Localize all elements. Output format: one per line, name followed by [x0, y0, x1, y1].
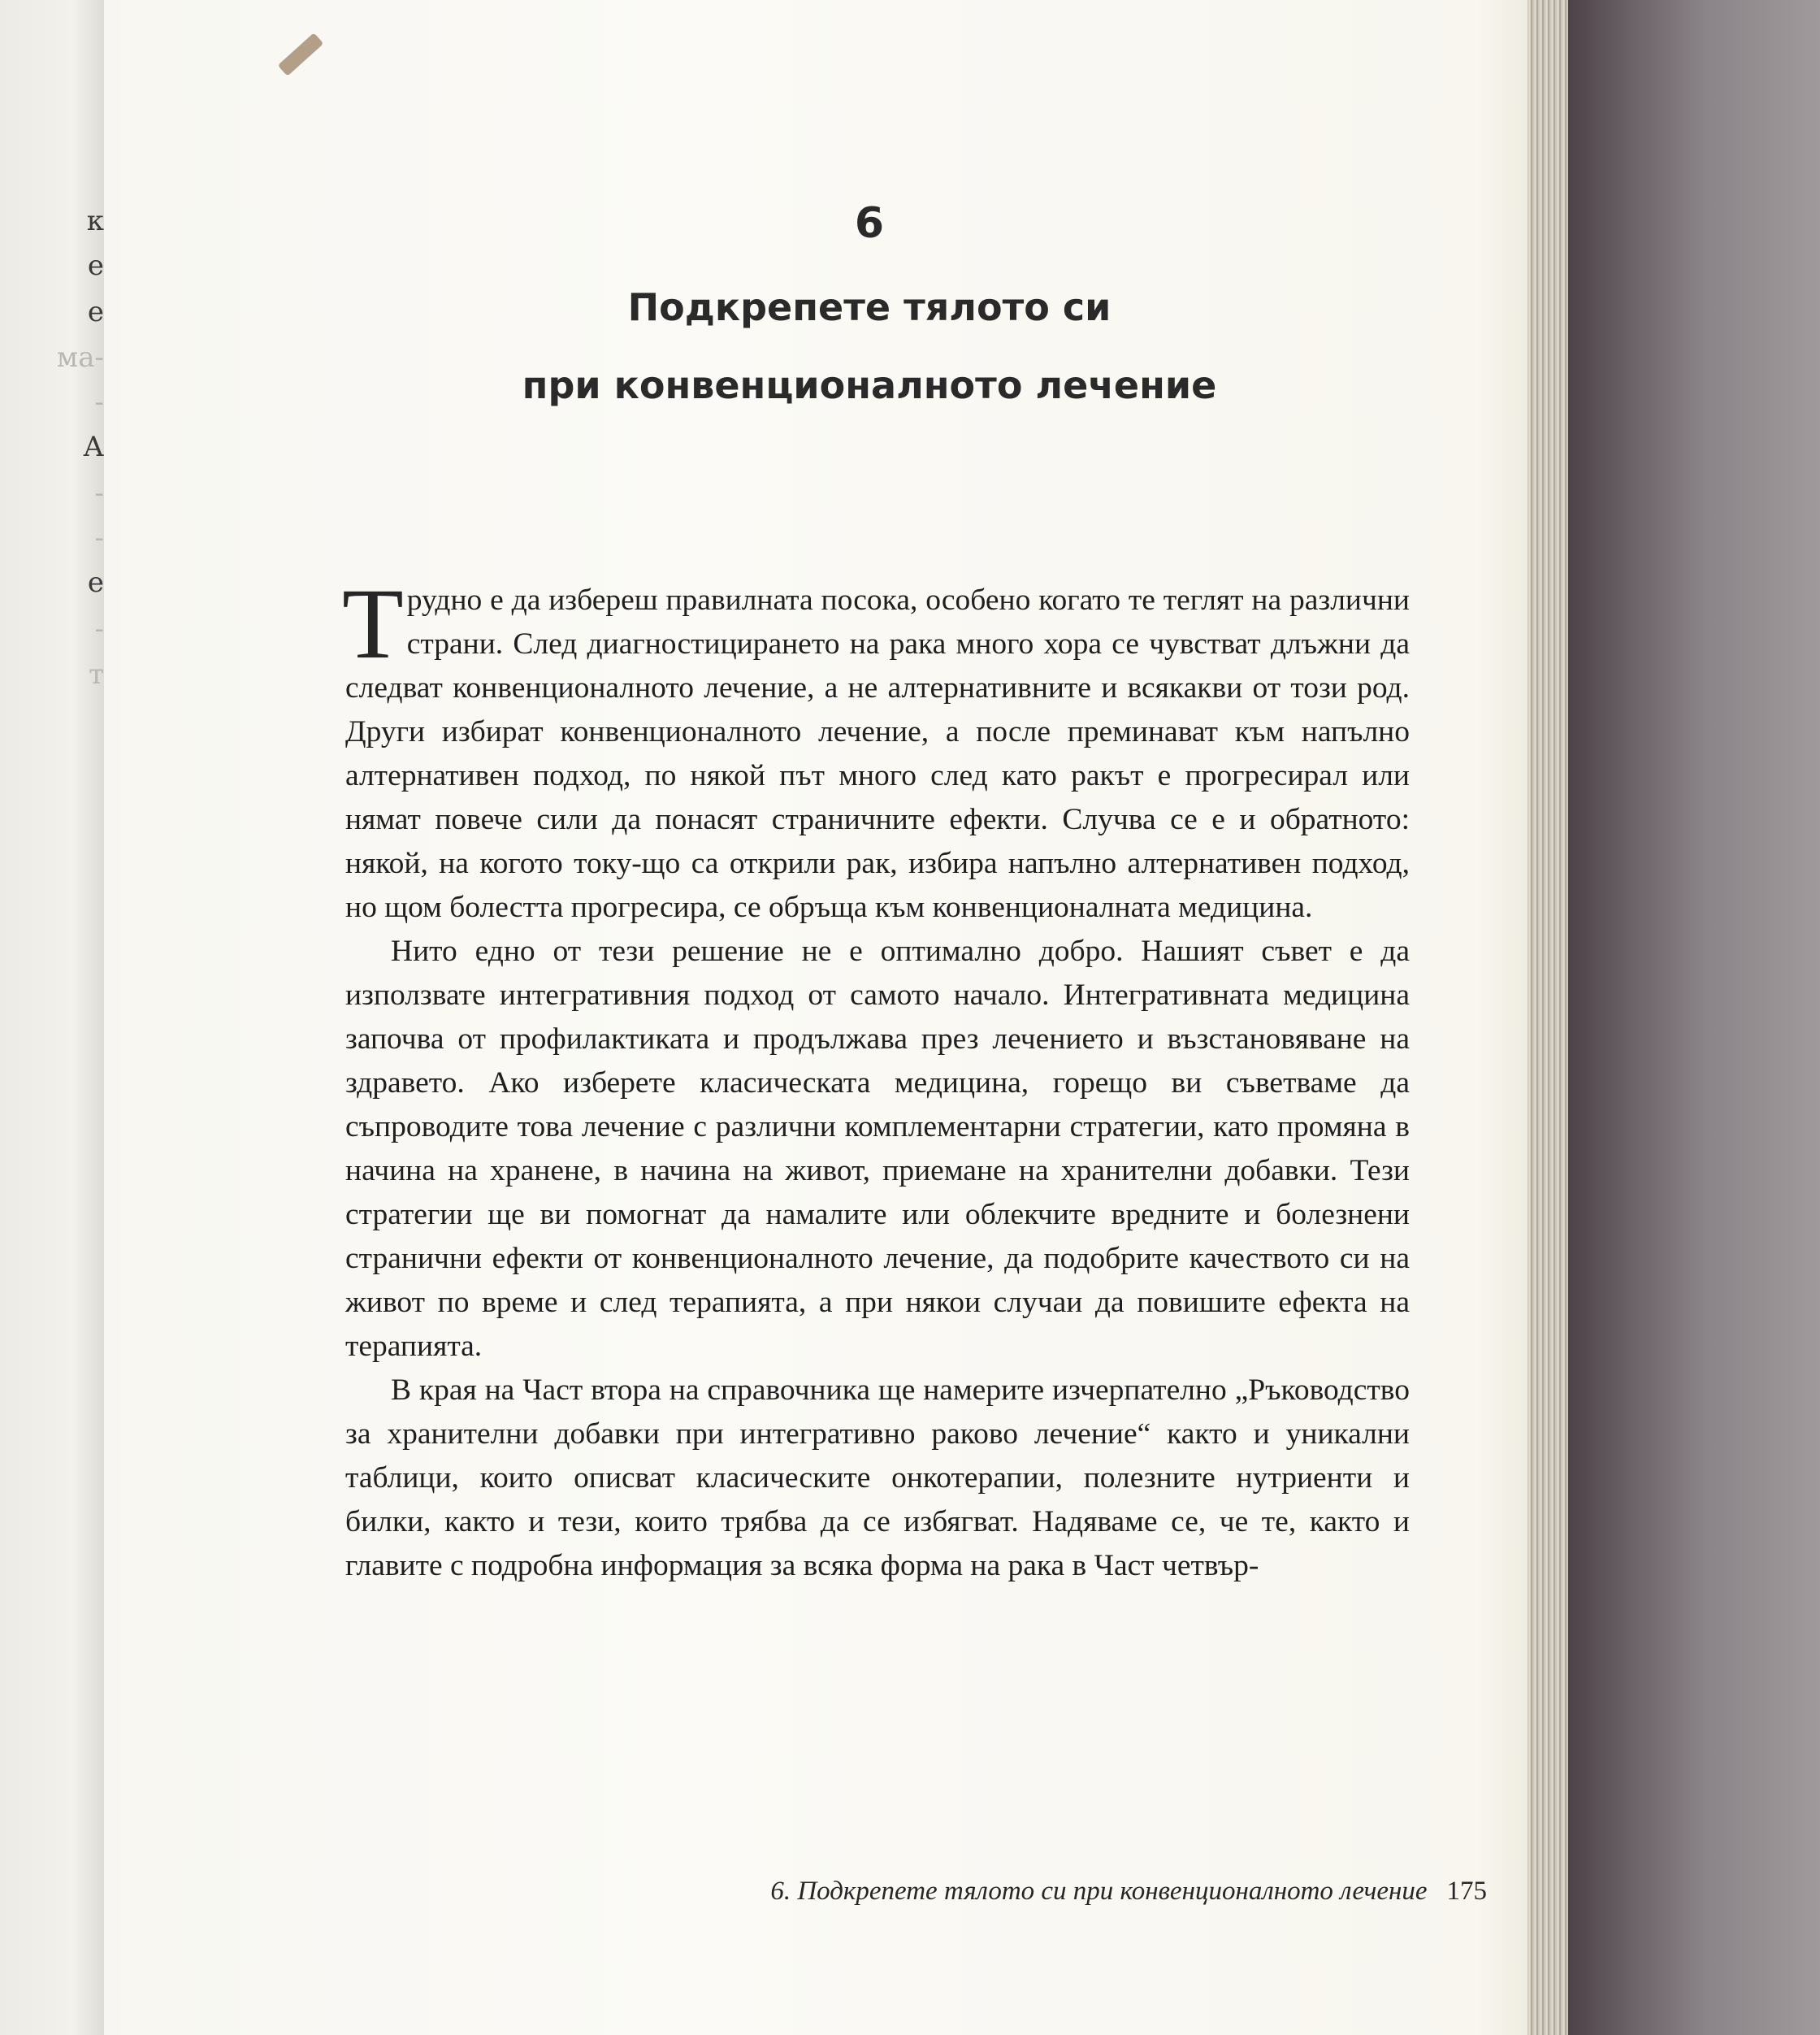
left-page-fragment: е — [87, 296, 104, 328]
paragraph-2: Нито едно от тези решение не е оптимално добро. Нашият съвет е да използвате интегративния подход от самото начало. Интегративната медицина започва от профилактиката и продължава през лечението и възстановяване на здравето. Ако изберете класическата медицина, горещо ви съветваме да съпроводите това лечение с различни комплементарни стратегии, като промяна в начина на хранене, в начина на живот, приемане на хранителни добавки. Тези стратегии ще ви помогнат да намалите или облекчите вредните и болезнени странични ефекти от конвенционалното лечение, да подобрите качеството си на живот по време и след терапията, а при някои случаи да повишите ефекта на терапията. — [345, 935, 1410, 1363]
drop-cap: Т — [342, 568, 404, 679]
previous-page-edge — [0, 0, 104, 2035]
left-page-fragment: - — [94, 522, 104, 554]
page-footer — [569, 1873, 1487, 1909]
left-page-fragment: е — [87, 566, 104, 599]
left-page-fragment: е — [87, 249, 104, 282]
left-page-fragment: ма- — [56, 341, 104, 374]
paragraph-1-text: рудно е да избереш правилната посока, особено когато те теглят на различни страни. След диагностицирането на рака много хора се чувстват длъжни да следват конвенционалното лечение, а не алтернативните и всякакви от този род. Други избират конвенционалното лечение, а после преминават към напълно алтернативен подход, по някой път много след като ракът е прогресирал или нямат повече сили да понасят страничните ефекти. Случва се е и обратното: някой, на когото току-що са открили рак, избира напълно алтернативен подход, но щом болестта прогресира, се обръща към конвенционалната медицина. — [345, 584, 1410, 924]
left-page-fragment: - — [94, 386, 104, 419]
scan-background — [1568, 0, 1820, 2035]
page-stack-edges — [1528, 0, 1568, 2035]
chapter-title-line-2: при конвенционалното лечение — [522, 363, 1217, 407]
left-page-fragment: т — [89, 658, 104, 691]
running-head: 6. Подкрепете тялото си при конвенционалното лечение — [770, 1877, 1428, 1906]
left-page-fragment: - — [94, 477, 104, 510]
paragraph-1 — [342, 568, 1410, 930]
page-number: 175 — [1446, 1877, 1487, 1906]
left-page-fragment: к — [86, 205, 104, 237]
chapter-number: 6 — [854, 199, 885, 248]
chapter-title-line-1: Подкрепете тялото си — [627, 285, 1112, 329]
body-text — [342, 568, 1410, 1588]
chapter-title — [439, 268, 1300, 424]
paragraph-3: В края на Част втора на справочника ще намерите изчерпателно „Ръководство за хранителни добавки при интегративно раково лечение“ както и уникални таблици, които описват класическите онкотерапии, полезните нутриенти и билки, както и тези, които трябва да се избягват. Надяваме се, че те, както и главите с подробна информация за всяка форма на рака в Част четвър- — [345, 1373, 1410, 1582]
left-page-fragment: А — [83, 431, 104, 463]
left-page-fragment: - — [94, 613, 104, 645]
